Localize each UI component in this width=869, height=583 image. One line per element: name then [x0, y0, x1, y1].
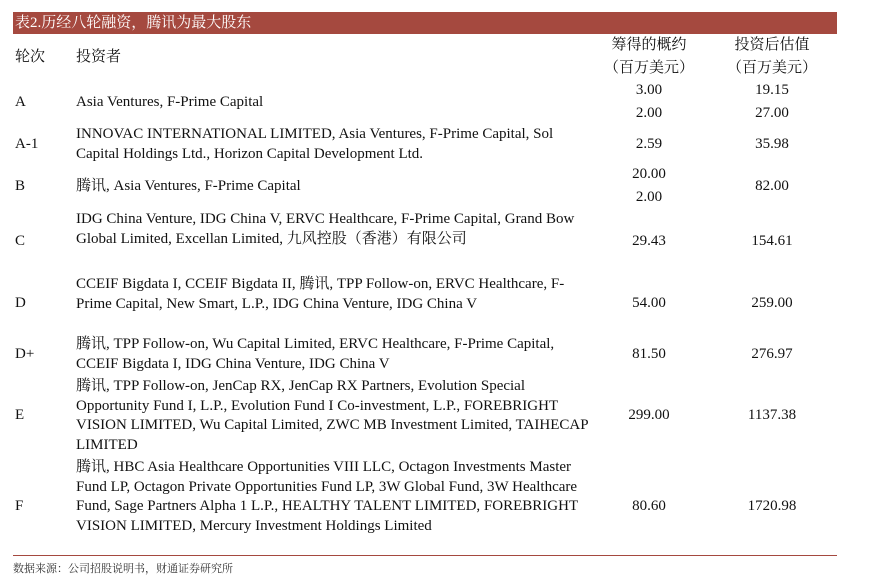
- bottom-divider: [13, 555, 837, 556]
- investors-cell: 腾讯, HBC Asia Healthcare Opportunities VIII LLC, Octagon Investments Master Fund LP, Octagon Private Opportunities Fund LP, 3W Global Fund, 3W Healthcare Fund, Sage Partners Alpha 1 L.P., HEALTHY TALENT LIMITED, FOREBRIGHT VISION LIMITED, Mercury Investment Holdings Limited: [76, 459, 578, 534]
- source-note: 数据来源：公司招股说明书，财通证券研究所: [13, 563, 233, 575]
- post-value: 19.15: [755, 82, 789, 98]
- investors-cell: 腾讯, TPP Follow-on, Wu Capital Limited, ERVC Healthcare, F-Prime Capital, CCEIF Bigdata I, IDG China Venture, IDG China V: [76, 336, 555, 372]
- raised-value: 54.00: [632, 295, 666, 311]
- header-round: 轮次: [15, 49, 46, 65]
- raised-value: 81.50: [632, 346, 666, 362]
- raised-value: 29.43: [632, 233, 666, 249]
- post-value: 27.00: [755, 105, 789, 121]
- post-value: 276.97: [751, 346, 793, 362]
- table-title: 表2.历经八轮融资，腾讯为最大股东: [13, 12, 837, 34]
- raised-value: 2.00: [635, 189, 663, 205]
- round-label: A: [15, 94, 26, 110]
- post-value: 82.00: [755, 178, 789, 194]
- investors-cell: INNOVAC INTERNATIONAL LIMITED, Asia Ventures, F-Prime Capital, Sol Capital Holdings Ltd., Horizon Capital Development Ltd.: [76, 126, 554, 162]
- investors-cell: IDG China Venture, IDG China V, ERVC Healthcare, F-Prime Capital, Grand Bow Global Limited, Excellan Limited, 九风控股（香港）有限公司: [76, 211, 575, 247]
- round-label: C: [15, 233, 26, 249]
- investors-cell: 腾讯, TPP Follow-on, JenCap RX, JenCap RX Partners, Evolution Special Opportunity Fund I, L.P., Evolution Fund I Co-investment, L.P., FOREBRIGHT VISION LIMITED, Wu Capital Limited, ZWC MB Investment Limited, TAIHECAP LIMITED: [76, 378, 589, 453]
- post-value: 1137.38: [747, 407, 797, 423]
- investors-cell: CCEIF Bigdata I, CCEIF Bigdata II, 腾讯, TPP Follow-on, ERVC Healthcare, F-Prime Capital, New Smart, L.P., IDG China Venture, IDG China V: [76, 276, 565, 312]
- raised-value: 3.00: [635, 82, 663, 98]
- post-value: 35.98: [755, 136, 789, 152]
- raised-value: 20.00: [632, 166, 666, 182]
- header-raised-line2: （百万美元）: [603, 60, 694, 76]
- raised-value: 299.00: [628, 407, 670, 423]
- round-label: E: [15, 407, 25, 423]
- raised-value: 2.59: [635, 136, 663, 152]
- post-value: 154.61: [751, 233, 793, 249]
- round-label: D: [15, 295, 26, 311]
- round-label: A-1: [15, 136, 39, 152]
- round-label: F: [15, 498, 24, 514]
- investors-cell: 腾讯, Asia Ventures, F-Prime Capital: [76, 178, 301, 194]
- round-label: B: [15, 178, 26, 194]
- header-investors: 投资者: [76, 49, 122, 65]
- round-label: D+: [15, 346, 35, 362]
- header-post-line2: （百万美元）: [726, 60, 817, 76]
- raised-value: 2.00: [635, 105, 663, 121]
- post-value: 1720.98: [747, 498, 797, 514]
- investors-cell: Asia Ventures, F-Prime Capital: [76, 94, 264, 110]
- header-raised-line1: 筹得的概约: [611, 37, 687, 53]
- post-value: 259.00: [751, 295, 793, 311]
- raised-value: 80.60: [632, 498, 666, 514]
- header-post-line1: 投资后估值: [734, 37, 810, 53]
